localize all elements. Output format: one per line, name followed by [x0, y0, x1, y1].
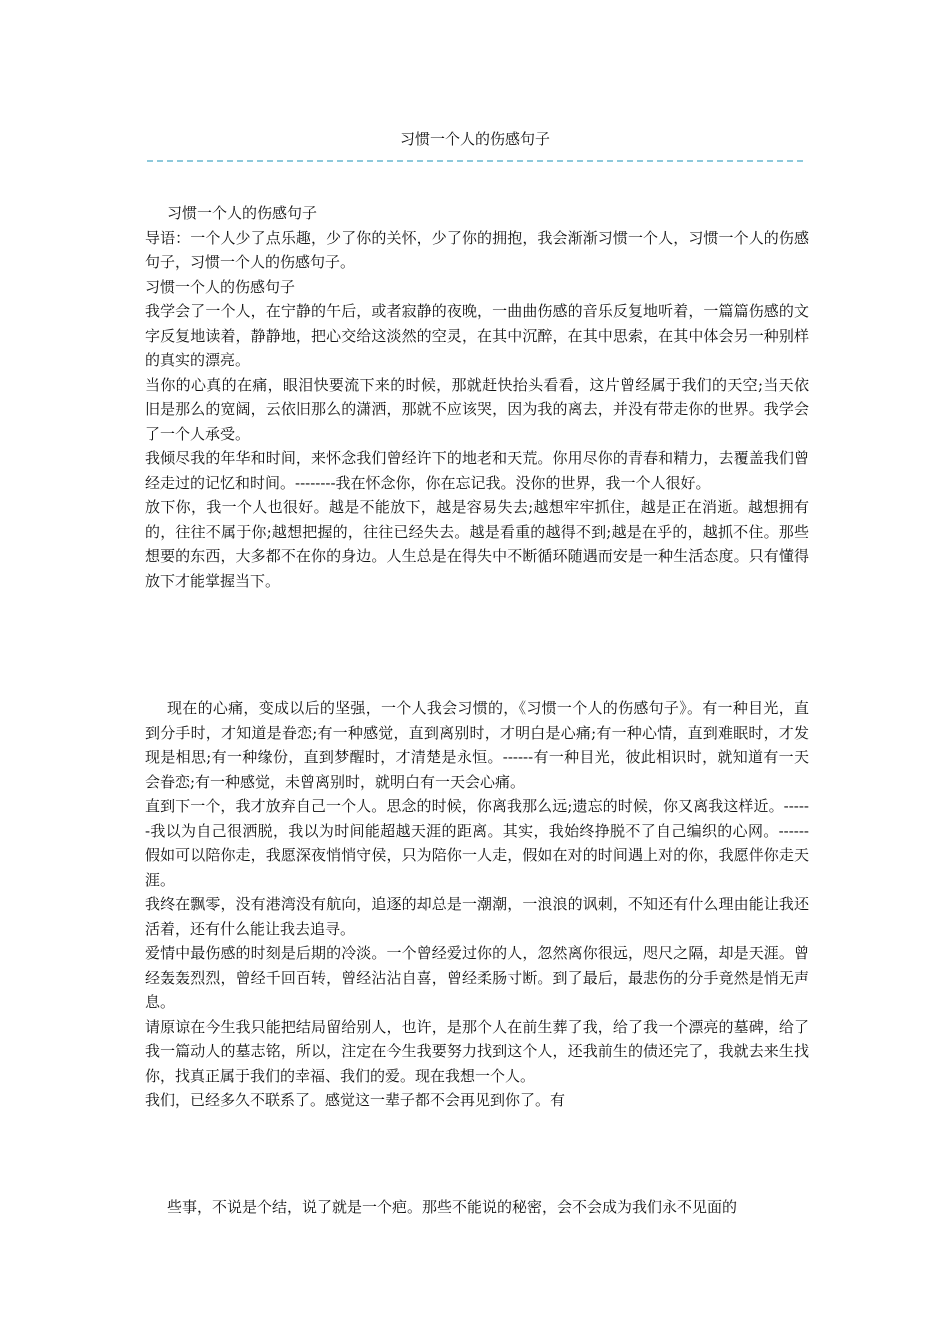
- paragraph: 我学会了一个人，在宁静的午后，或者寂静的夜晚，一曲曲伤感的音乐反复地听着，一篇篇伤感的文字反复地读着，静静地，把心交给这淡然的空灵，在其中沉醉，在其中思索，在其中体会另一种别样的真实的漂亮。: [145, 302, 809, 369]
- page-title: 习惯一个人的伤感句子: [399, 130, 550, 148]
- paragraph: 我倾尽我的年华和时间，来怀念我们曾经许下的地老和天荒。你用尽你的青春和精力，去覆盖我们曾经走过的记忆和时间。--------我在怀念你，你在忘记我。没你的世界，我一个人很好。: [145, 449, 809, 492]
- paragraph: 爱情中最伤感的时刻是后期的冷淡。一个曾经爱过你的人，忽然离你很远，咫尺之隔，却是天涯。曾经轰轰烈烈，曾经千回百转，曾经沾沾自喜，曾经柔肠寸断。到了最后，最悲伤的分手竟然是悄无声息。: [145, 944, 809, 1011]
- paragraph: 我终在飘零，没有港湾没有航向，追逐的却总是一潮潮，一浪浪的讽刺，不知还有什么理由能让我还活着，还有什么能让我去追寻。: [145, 895, 809, 938]
- paragraph: 些事，不说是个结，说了就是一个疤。那些不能说的秘密，会不会成为我们永不见面的: [167, 1198, 738, 1216]
- content-section-2: [145, 696, 809, 1113]
- paragraph: 导语：一个人少了点乐趣，少了你的关怀，少了你的拥抱，我会渐渐习惯一个人，习惯一个人的伤感句子，习惯一个人的伤感句子。: [145, 228, 809, 271]
- content-section-3: [145, 1195, 809, 1220]
- paragraph: 直到下一个，我才放弃自己一个人。思念的时候，你离我那么远;遗忘的时候，你又离我这样近。------我以为自己很洒脱，我以为时间能超越天涯的距离。其实，我始终挣脱不了自己编织的心网。------假如可以陪你走，我愿深夜悄悄守侯，只为陪你一人走，假如在对的时间遇上对的你，我愿伴你走天涯。: [145, 797, 809, 889]
- paragraph: 我们，已经多久不联系了。感觉这一辈子都不会再见到你了。有: [145, 1091, 566, 1109]
- paragraph: 现在的心痛，变成以后的坚强，一个人我会习惯的，《习惯一个人的伤感句子》。有一种目光，直到分手时，才知道是眷恋;有一种感觉，直到离别时，才明白是心痛;有一种心情，直到难眠时，才发现是相思;有一种缘份，直到梦醒时，才清楚是永恒。------有一种目光，彼此相识时，就知道有一天会眷恋;有一种感觉，未曾离别时，就明白有一天会心痛。: [145, 699, 809, 791]
- paragraph: 习惯一个人的伤感句子: [145, 277, 296, 296]
- paragraph: 请原谅在今生我只能把结局留给别人，也许，是那个人在前生葬了我，给了我一个漂亮的墓碑，给了我一篇动人的墓志铭，所以，注定在今生我要努力找到这个人，还我前生的债还完了，我就去来生找你，找真正属于我们的幸福、我们的爱。现在我想一个人。: [145, 1017, 809, 1085]
- paragraph-heading: 习惯一个人的伤感句子: [167, 204, 318, 222]
- paragraph: 当你的心真的在痛，眼泪快要流下来的时候，那就赶快抬头看看，这片曾经属于我们的天空;当天依旧是那么的宽阔，云依旧那么的潇洒，那就不应该哭，因为我的离去，并没有带走你的世界。我学会了一个人承受。: [145, 375, 809, 443]
- paragraph: 放下你，我一个人也很好。越是不能放下，越是容易失去;越想牢牢抓住，越是正在消逝。越想拥有的，往往不属于你;越想把握的，往往已经失去。越是看重的越得不到;越是在乎的，越抓不住。那些想要的东西，大多都不在你的身边。人生总是在得失中不断循环随遇而安是一种生活态度。只有懂得放下才能掌握当下。: [145, 498, 809, 590]
- title-divider: [147, 160, 803, 162]
- content-section-1: [145, 201, 809, 593]
